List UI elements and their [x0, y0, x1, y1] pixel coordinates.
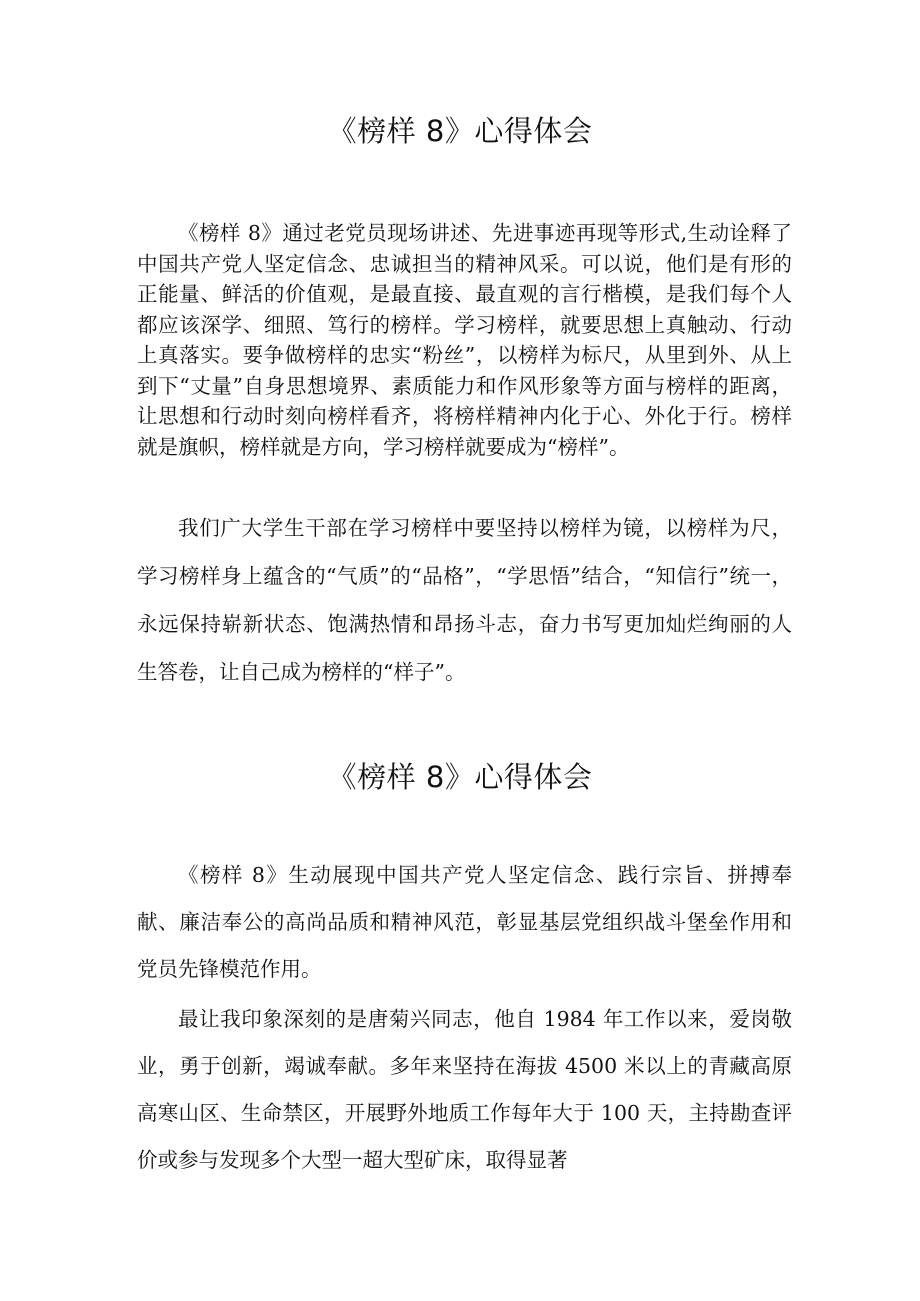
paragraph: 我们广大学生干部在学习榜样中要坚持以榜样为镜，以榜样为尺，学习榜样身上蕴含的“气质”的“品格”，“学思悟”结合，“知信行”统一，永远保持崭新状态、饱满热情和昂扬斗志，奋力书写更加灿烂绚丽的人生答卷，让自己成为榜样的“样子”。 — [137, 516, 792, 684]
section-title: 《榜样 8》心得体会 — [327, 114, 593, 148]
section-title: 《榜样 8》心得体会 — [327, 760, 593, 794]
paragraph: 最让我印象深刻的是唐菊兴同志，他自 1984 年工作以来，爱岗敬业，勇于创新，竭诚奉献。多年来坚持在海拔 4500 米以上的青藏高原高寒山区、生命禁区，开展野外地质工作每年大于 100 天，主持勘查评价或参与发现多个大型一超大型矿床，取得显著 — [137, 1007, 792, 1172]
paragraph: 《榜样 8》生动展现中国共产党人坚定信念、践行宗旨、拼搏奉献、廉洁奉公的高尚品质和精神风范，彰显基层党组织战斗堡垒作用和党员先锋模范作用。 — [137, 863, 792, 981]
paragraph: 《榜样 8》通过老党员现场讲述、先进事迹再现等形式,生动诠释了中国共产党人坚定信念、忠诚担当的精神风采。可以说，他们是有形的正能量、鲜活的价值观，是最直接、最直观的言行楷模，是我们每个人都应该深学、细照、笃行的榜样。学习榜样，就要思想上真触动、行动上真落实。要争做榜样的忠实“粉丝”，以榜样为标尺，从里到外、从上到下“丈量”自身思想境界、素质能力和作风形象等方面与榜样的距离，让思想和行动时刻向榜样看齐，将榜样精神内化于心、外化于行。榜样就是旗帜，榜样就是方向，学习榜样就要成为“榜样”。 — [137, 221, 792, 459]
